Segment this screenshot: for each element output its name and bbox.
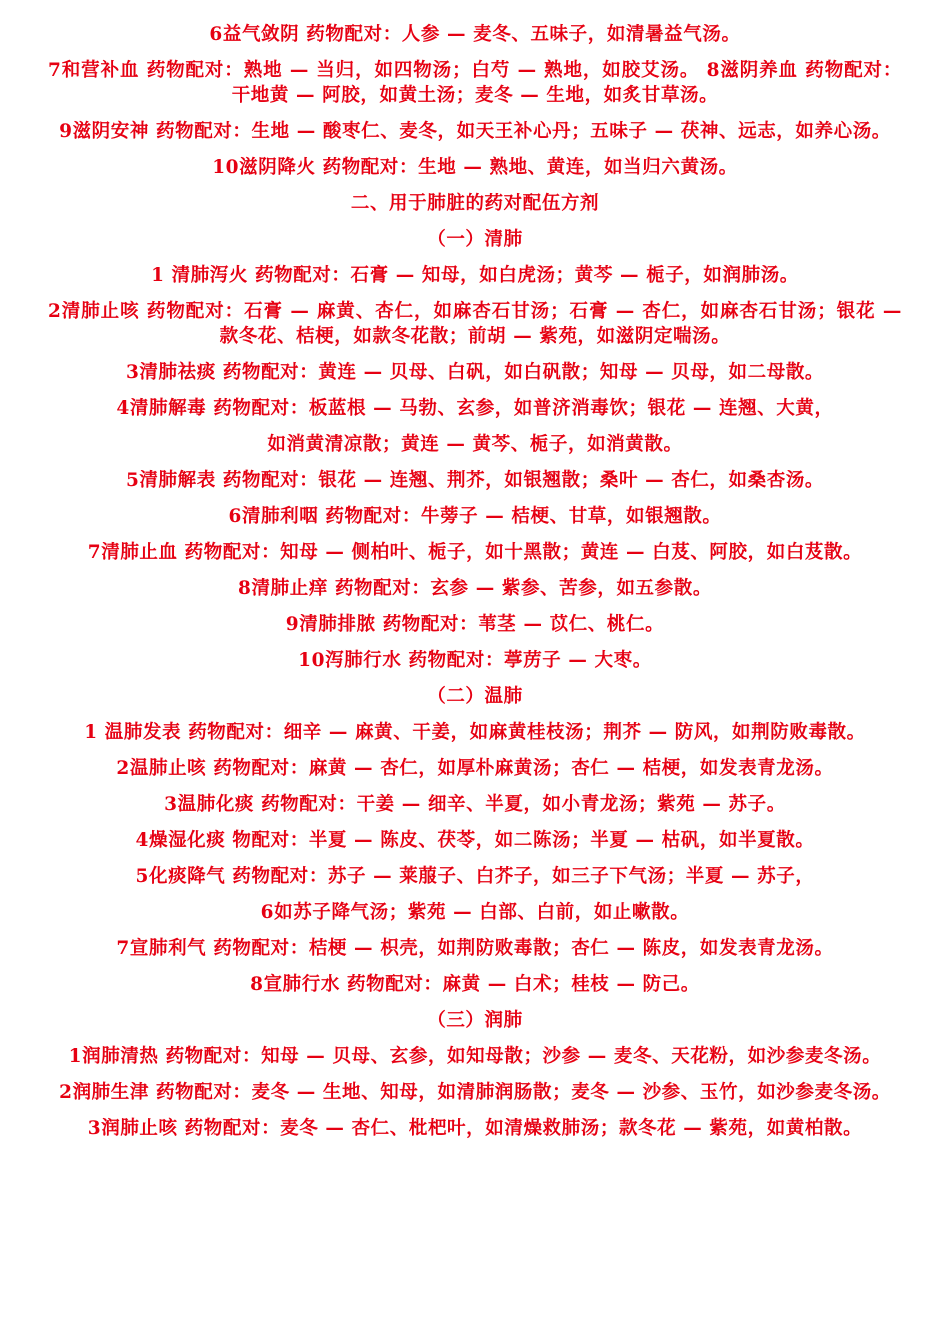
paragraph: 10泻肺行水 药物配对：葶苈子 — 大枣。 <box>298 650 652 671</box>
paragraph: 9滋阴安神 药物配对：生地 — 酸枣仁、麦冬，如天王补心丹；五味子 — 茯神、远志，如养心汤。 <box>59 121 891 142</box>
paragraph: 4清肺解毒 药物配对：板蓝根 — 马勃、玄参，如普济消毒饮；银花 — 连翘、大黄， <box>116 398 834 419</box>
paragraph: 2润肺生津 药物配对：麦冬 — 生地、知母，如清肺润肠散；麦冬 — 沙参、玉竹，如沙参麦冬汤。 <box>59 1082 891 1103</box>
subsection-heading: （二）温肺 <box>427 686 523 707</box>
paragraph: 6益气敛阴 药物配对：人参 — 麦冬、五味子，如清暑益气汤。 <box>209 24 741 45</box>
paragraph: 1润肺清热 药物配对：知母 — 贝母、玄参，如知母散；沙参 — 麦冬、天花粉，如沙参麦冬汤。 <box>68 1046 882 1067</box>
subsection-heading: （一）清肺 <box>427 229 523 250</box>
paragraph: 8宣肺行水 药物配对：麻黄 — 白术；桂枝 — 防己。 <box>250 974 700 995</box>
paragraph: 5化痰降气 药物配对：苏子 — 莱菔子、白芥子，如三子下气汤；半夏 — 苏子， <box>135 866 815 887</box>
document-page <box>48 22 902 1152</box>
paragraph: 7清肺止血 药物配对：知母 — 侧柏叶、栀子，如十黑散；黄连 — 白芨、阿胶，如白芨散。 <box>87 542 863 563</box>
paragraph: 4燥湿化痰 物配对：半夏 — 陈皮、茯苓，如二陈汤；半夏 — 枯矾，如半夏散。 <box>135 830 815 851</box>
paragraph: 如消黄清凉散；黄连 — 黄芩、栀子，如消黄散。 <box>267 434 683 455</box>
section-heading: 二、用于肺脏的药对配伍方剂 <box>350 193 600 214</box>
paragraph: 1 清肺泻火 药物配对：石膏 — 知母，如白虎汤；黄芩 — 栀子，如润肺汤。 <box>151 265 799 286</box>
paragraph: 1 温肺发表 药物配对：细辛 — 麻黄、干姜，如麻黄桂枝汤；荆芥 — 防风，如荆防败毒散。 <box>84 722 866 743</box>
paragraph: 10滋阴降火 药物配对：生地 — 熟地、黄连，如当归六黄汤。 <box>212 157 738 178</box>
paragraph: 6如苏子降气汤；紫苑 — 白部、白前，如止嗽散。 <box>260 902 690 923</box>
paragraph: 2温肺止咳 药物配对：麻黄 — 杏仁，如厚朴麻黄汤；杏仁 — 桔梗，如发表青龙汤。 <box>116 758 834 779</box>
paragraph: 3温肺化痰 药物配对：干姜 — 细辛、半夏，如小青龙汤；紫苑 — 苏子。 <box>164 794 786 815</box>
paragraph: 7和营补血 药物配对：熟地 — 当归，如四物汤；白芍 — 熟地，如胶艾汤。 8滋阴养血 药物配对：干地黄 — 阿胶，如黄土汤；麦冬 — 生地，如炙甘草汤。 <box>48 60 902 106</box>
paragraph: 8清肺止痒 药物配对：玄参 — 紫参、苦参，如五参散。 <box>238 578 712 599</box>
paragraph: 2清肺止咳 药物配对：石膏 — 麻黄、杏仁，如麻杏石甘汤；石膏 — 杏仁，如麻杏石甘汤；银花 — 款冬花、桔梗，如款冬花散；前胡 — 紫苑，如滋阴定喘汤。 <box>48 301 902 347</box>
paragraph: 6清肺利咽 药物配对：牛蒡子 — 桔梗、甘草，如银翘散。 <box>228 506 722 527</box>
paragraph: 3润肺止咳 药物配对：麦冬 — 杏仁、枇杷叶，如清燥救肺汤；款冬花 — 紫苑，如黄柏散。 <box>87 1118 863 1139</box>
subsection-heading: （三）润肺 <box>427 1010 523 1031</box>
paragraph: 5清肺解表 药物配对：银花 — 连翘、荆芥，如银翘散；桑叶 — 杏仁，如桑杏汤。 <box>125 470 825 491</box>
paragraph: 3清肺祛痰 药物配对：黄连 — 贝母、白矾，如白矾散；知母 — 贝母，如二母散。 <box>125 362 825 383</box>
paragraph: 7宣肺利气 药物配对：桔梗 — 枳壳，如荆防败毒散；杏仁 — 陈皮，如发表青龙汤。 <box>116 938 834 959</box>
paragraph: 9清肺排脓 药物配对：苇茎 — 苡仁、桃仁。 <box>285 614 665 635</box>
